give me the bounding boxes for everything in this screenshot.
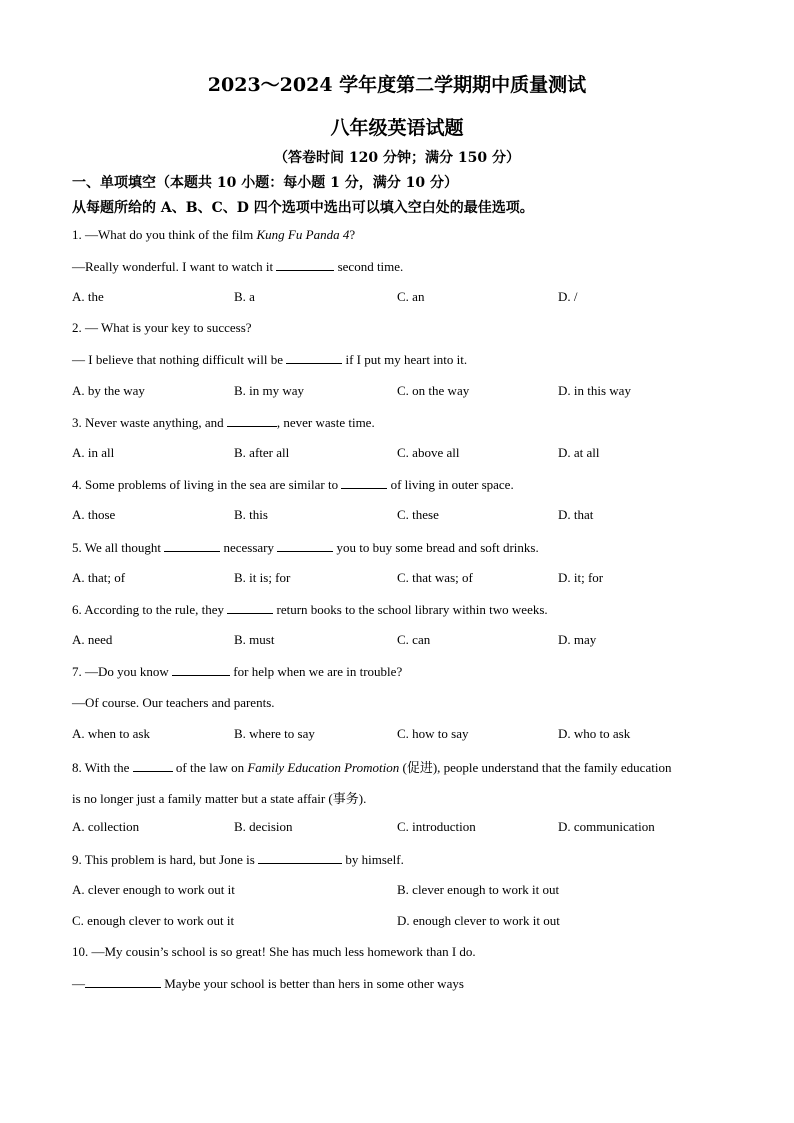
question-7-option-a: A. when to ask: [72, 726, 150, 741]
question-6-prompt: 6. According to the rule, they return books to the school library within two weeks.: [72, 602, 548, 617]
question-6-option-b: B. must: [234, 632, 275, 647]
answer-blank: [227, 414, 277, 427]
question-6-option-c: C. can: [397, 632, 431, 647]
question-6-option-a: A. need: [72, 632, 113, 647]
question-2-option-a: A. by the way: [72, 383, 145, 398]
answer-blank: [227, 601, 273, 614]
question-3-option-c: C. above all: [397, 445, 460, 460]
question-2-option-c: C. on the way: [397, 383, 470, 398]
question-7-option-b: B. where to say: [234, 726, 315, 741]
answer-blank: [164, 539, 220, 552]
question-4-option-b: B. this: [234, 507, 268, 522]
question-10-prompt: 10. —My cousin’s school is so great! She has much less homework than I do.: [72, 944, 476, 959]
answer-blank: [85, 975, 161, 988]
question-5-option-b: B. it is; for: [234, 570, 291, 585]
question-10-response: — Maybe your school is better than hers in some other ways: [72, 976, 464, 991]
question-5-prompt: 5. We all thought necessary you to buy some bread and soft drinks.: [72, 540, 539, 555]
question-7-option-c: C. how to say: [397, 726, 469, 741]
answer-blank: [286, 351, 342, 364]
question-3-prompt: 3. Never waste anything, and , never waste time.: [72, 415, 375, 430]
answer-blank: [277, 539, 333, 552]
exam-note: （答卷时间 120 分钟；满分 150 分）: [274, 150, 520, 166]
question-2-response: — I believe that nothing difficult will be if I put my heart into it.: [72, 352, 468, 367]
question-5-option-d: D. it; for: [558, 570, 604, 585]
section-instruction: 从每题所给的 A、B、C、D 四个选项中选出可以填入空白处的最佳选项。: [72, 200, 534, 216]
question-4-option-c: C. these: [397, 507, 439, 522]
question-6-option-d: D. may: [558, 632, 597, 647]
question-8-option-b: B. decision: [234, 819, 293, 834]
section-heading: 一、单项填空（本题共 10 小题：每小题 1 分，满分 10 分）: [72, 175, 458, 191]
answer-blank: [258, 851, 342, 864]
question-8-option-a: A. collection: [72, 819, 140, 834]
question-3-option-b: B. after all: [234, 445, 290, 460]
exam-subtitle: 八年级英语试题: [330, 117, 464, 139]
question-1-response: —Really wonderful. I want to watch it second time.: [72, 259, 404, 274]
question-5-option-c: C. that was; of: [397, 570, 473, 585]
answer-blank: [276, 258, 334, 271]
question-1-option-a: A. the: [72, 289, 104, 304]
answer-blank: [133, 759, 173, 772]
question-2-option-d: D. in this way: [558, 383, 631, 398]
question-2-prompt: 2. — What is your key to success?: [72, 320, 252, 335]
question-8-option-c: C. introduction: [397, 819, 476, 834]
answer-blank: [172, 663, 230, 676]
question-3-option-a: A. in all: [72, 445, 115, 460]
question-1-prompt: 1. —What do you think of the film Kung Fu Panda 4?: [72, 227, 356, 242]
question-3-option-d: D. at all: [558, 445, 600, 460]
question-1-option-c: C. an: [397, 289, 425, 304]
question-4-option-a: A. those: [72, 507, 116, 522]
question-4-option-d: D. that: [558, 507, 594, 522]
question-7-response: —Of course. Our teachers and parents.: [72, 695, 275, 710]
question-1-option-b: B. a: [234, 289, 255, 304]
question-9-option-a: A. clever enough to work out it: [72, 882, 235, 897]
question-8-prompt: 8. With the of the law on Family Education Promotion (促进), people understand that the family education: [72, 760, 672, 775]
question-4-prompt: 4. Some problems of living in the sea are similar to of living in outer space.: [72, 477, 514, 492]
question-7-prompt: 7. —Do you know for help when we are in trouble?: [72, 664, 403, 679]
question-8-continuation: is no longer just a family matter but a state affair (事务).: [72, 791, 367, 806]
film-title: Kung Fu Panda 4: [256, 227, 350, 242]
question-9-prompt: 9. This problem is hard, but Jone is by himself.: [72, 852, 404, 867]
question-9-option-b: B. clever enough to work it out: [397, 882, 560, 897]
answer-blank: [341, 476, 387, 489]
question-9-option-d: D. enough clever to work it out: [397, 913, 560, 928]
law-title: Family Education Promotion: [247, 760, 400, 775]
question-5-option-a: A. that; of: [72, 570, 126, 585]
question-2-option-b: B. in my way: [234, 383, 305, 398]
question-8-option-d: D. communication: [558, 819, 655, 834]
question-7-option-d: D. who to ask: [558, 726, 631, 741]
exam-title: 2023～2024 学年度第二学期期中质量测试: [207, 74, 587, 96]
question-9-option-c: C. enough clever to work out it: [72, 913, 235, 928]
question-1-option-d: D. /: [558, 289, 578, 304]
